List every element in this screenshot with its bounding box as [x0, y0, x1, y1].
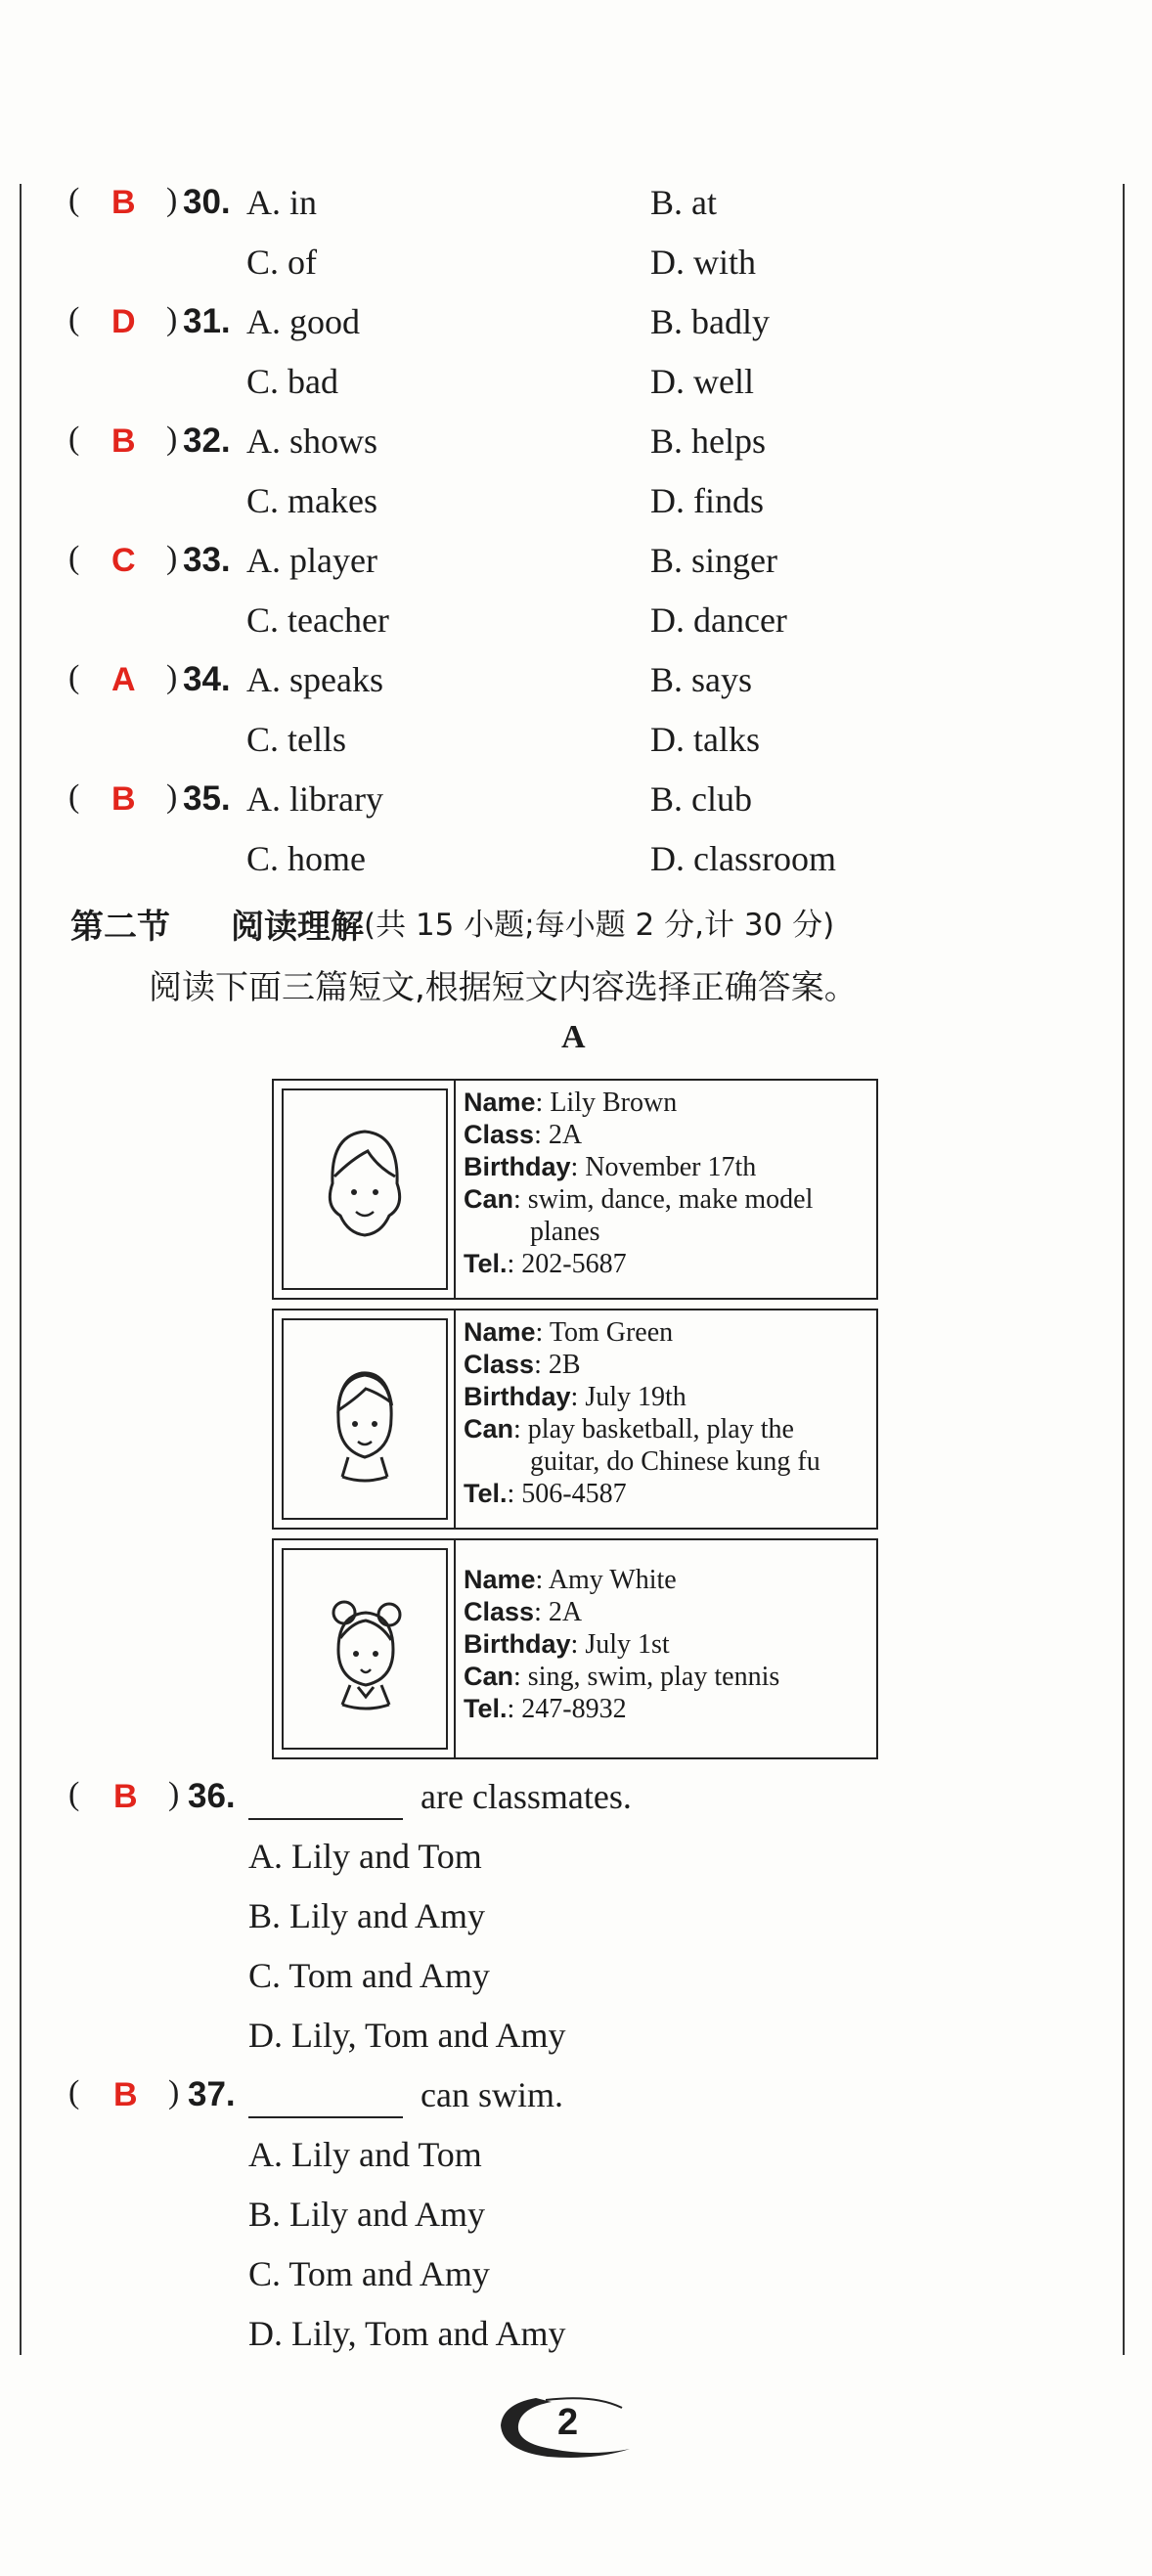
option-d: D. Lily, Tom and Amy	[248, 2016, 566, 2055]
profile-info	[464, 1087, 872, 1280]
option-b: B. at	[650, 183, 717, 222]
option-b: B. singer	[650, 541, 777, 580]
class-row: Class: 2A	[464, 1120, 583, 1150]
option-d: D. well	[650, 362, 754, 401]
can-row: Can: sing, swim, play tennis	[464, 1662, 780, 1692]
close-paren: )	[166, 778, 178, 815]
question-stem: are classmates.	[421, 1777, 632, 1816]
option-c: C. tells	[246, 720, 347, 759]
option-a: A. speaks	[246, 660, 383, 699]
tel-row: Tel.: 247-8932	[464, 1694, 627, 1724]
question-number: 33.	[183, 541, 231, 579]
option-a: A. player	[246, 541, 377, 580]
card-divider	[454, 1310, 456, 1528]
option-a: A. shows	[246, 422, 378, 461]
option-c: C. of	[246, 243, 317, 282]
option-d: D. with	[650, 243, 756, 282]
option-d: D. classroom	[650, 839, 836, 878]
close-paren: )	[166, 659, 178, 695]
card-divider	[454, 1540, 456, 1757]
close-paren: )	[166, 301, 178, 337]
class-row: Class: 2A	[464, 1597, 583, 1627]
option-a: A. good	[246, 302, 360, 341]
question-number: 34.	[183, 660, 231, 698]
profile-info	[464, 1316, 872, 1510]
section-note: (共 15 小题;每小题 2 分,计 30 分)	[364, 908, 835, 943]
close-paren: )	[168, 1776, 180, 1812]
can-row: Can: play basketball, play the	[464, 1414, 794, 1444]
option-c: C. Tom and Amy	[248, 2254, 490, 2293]
can-row-continued: planes	[530, 1217, 600, 1247]
question-stem: can swim.	[421, 2075, 563, 2114]
girl-portrait-icon	[284, 1550, 446, 1748]
profile-card-amy	[272, 1538, 878, 1759]
option-c: C. bad	[246, 362, 338, 401]
open-paren: (	[68, 540, 80, 576]
question-number: 36.	[188, 1777, 236, 1815]
boy-portrait-icon	[284, 1320, 446, 1518]
option-c: C. makes	[246, 481, 377, 520]
left-margin-rule	[20, 184, 22, 2355]
name-row: Name: Tom Green	[464, 1317, 674, 1348]
page-number-badge	[497, 2386, 634, 2465]
option-b: B. says	[650, 660, 753, 699]
option-a: A. library	[246, 779, 383, 819]
option-d: D. talks	[650, 720, 760, 759]
answer-mark: B	[111, 422, 136, 460]
question-number: 32.	[183, 422, 231, 460]
passage-label: A	[561, 1019, 586, 1055]
option-b: B. helps	[650, 422, 767, 461]
answer-mark: B	[111, 184, 136, 221]
birthday-row: Birthday: July 19th	[464, 1382, 687, 1412]
option-b: B. club	[650, 779, 752, 819]
option-a: A. Lily and Tom	[248, 1837, 482, 1876]
portrait-frame	[282, 1318, 448, 1520]
open-paren: (	[68, 301, 80, 337]
close-paren: )	[168, 2074, 180, 2110]
tel-row: Tel.: 202-5687	[464, 1249, 627, 1279]
option-c: C. teacher	[246, 600, 389, 640]
option-d: D. finds	[650, 481, 764, 520]
open-paren: (	[68, 1776, 80, 1812]
answer-mark: B	[111, 780, 136, 818]
section-instruction: 阅读下面三篇短文,根据短文内容选择正确答案。	[149, 968, 858, 1007]
option-a: A. Lily and Tom	[248, 2135, 482, 2174]
option-c: C. Tom and Amy	[248, 1956, 490, 1995]
page-number: 2	[557, 2402, 579, 2443]
right-margin-rule	[1123, 184, 1125, 2355]
section-name: 阅读理解	[231, 908, 364, 947]
question-number: 37.	[188, 2075, 236, 2113]
name-row: Name: Lily Brown	[464, 1088, 678, 1118]
option-d: D. dancer	[650, 600, 787, 640]
open-paren: (	[68, 2074, 80, 2110]
option-b: B. Lily and Amy	[248, 1896, 485, 1935]
open-paren: (	[68, 659, 80, 695]
option-b: B. badly	[650, 302, 770, 341]
tel-row: Tel.: 506-4587	[464, 1479, 627, 1509]
question-number: 31.	[183, 302, 231, 340]
question-number: 35.	[183, 779, 231, 818]
section-title: 第二节	[70, 908, 170, 947]
class-row: Class: 2B	[464, 1350, 581, 1380]
can-row: Can: swim, dance, make model	[464, 1184, 814, 1215]
open-paren: (	[68, 778, 80, 815]
answer-mark: A	[111, 661, 136, 698]
profile-card-lily	[272, 1079, 878, 1300]
answer-mark: D	[111, 303, 136, 340]
girl-portrait-icon	[284, 1090, 446, 1288]
card-divider	[454, 1081, 456, 1298]
close-paren: )	[166, 182, 178, 218]
profile-card-tom	[272, 1309, 878, 1530]
option-c: C. home	[246, 839, 366, 878]
profile-info	[464, 1564, 872, 1725]
answer-mark: B	[113, 1778, 138, 1815]
can-row-continued: guitar, do Chinese kung fu	[530, 1446, 820, 1477]
close-paren: )	[166, 421, 178, 457]
option-d: D. Lily, Tom and Amy	[248, 2314, 566, 2353]
answer-mark: B	[113, 2076, 138, 2113]
birthday-row: Birthday: November 17th	[464, 1152, 757, 1182]
open-paren: (	[68, 182, 80, 218]
option-b: B. Lily and Amy	[248, 2195, 485, 2234]
portrait-frame	[282, 1088, 448, 1290]
portrait-frame	[282, 1548, 448, 1750]
question-number: 30.	[183, 183, 231, 221]
name-row: Name: Amy White	[464, 1565, 677, 1595]
answer-mark: C	[111, 542, 136, 579]
close-paren: )	[166, 540, 178, 576]
answer-blank	[248, 2116, 403, 2118]
option-a: A. in	[246, 183, 317, 222]
open-paren: (	[68, 421, 80, 457]
birthday-row: Birthday: July 1st	[464, 1629, 670, 1660]
answer-blank	[248, 1818, 403, 1820]
